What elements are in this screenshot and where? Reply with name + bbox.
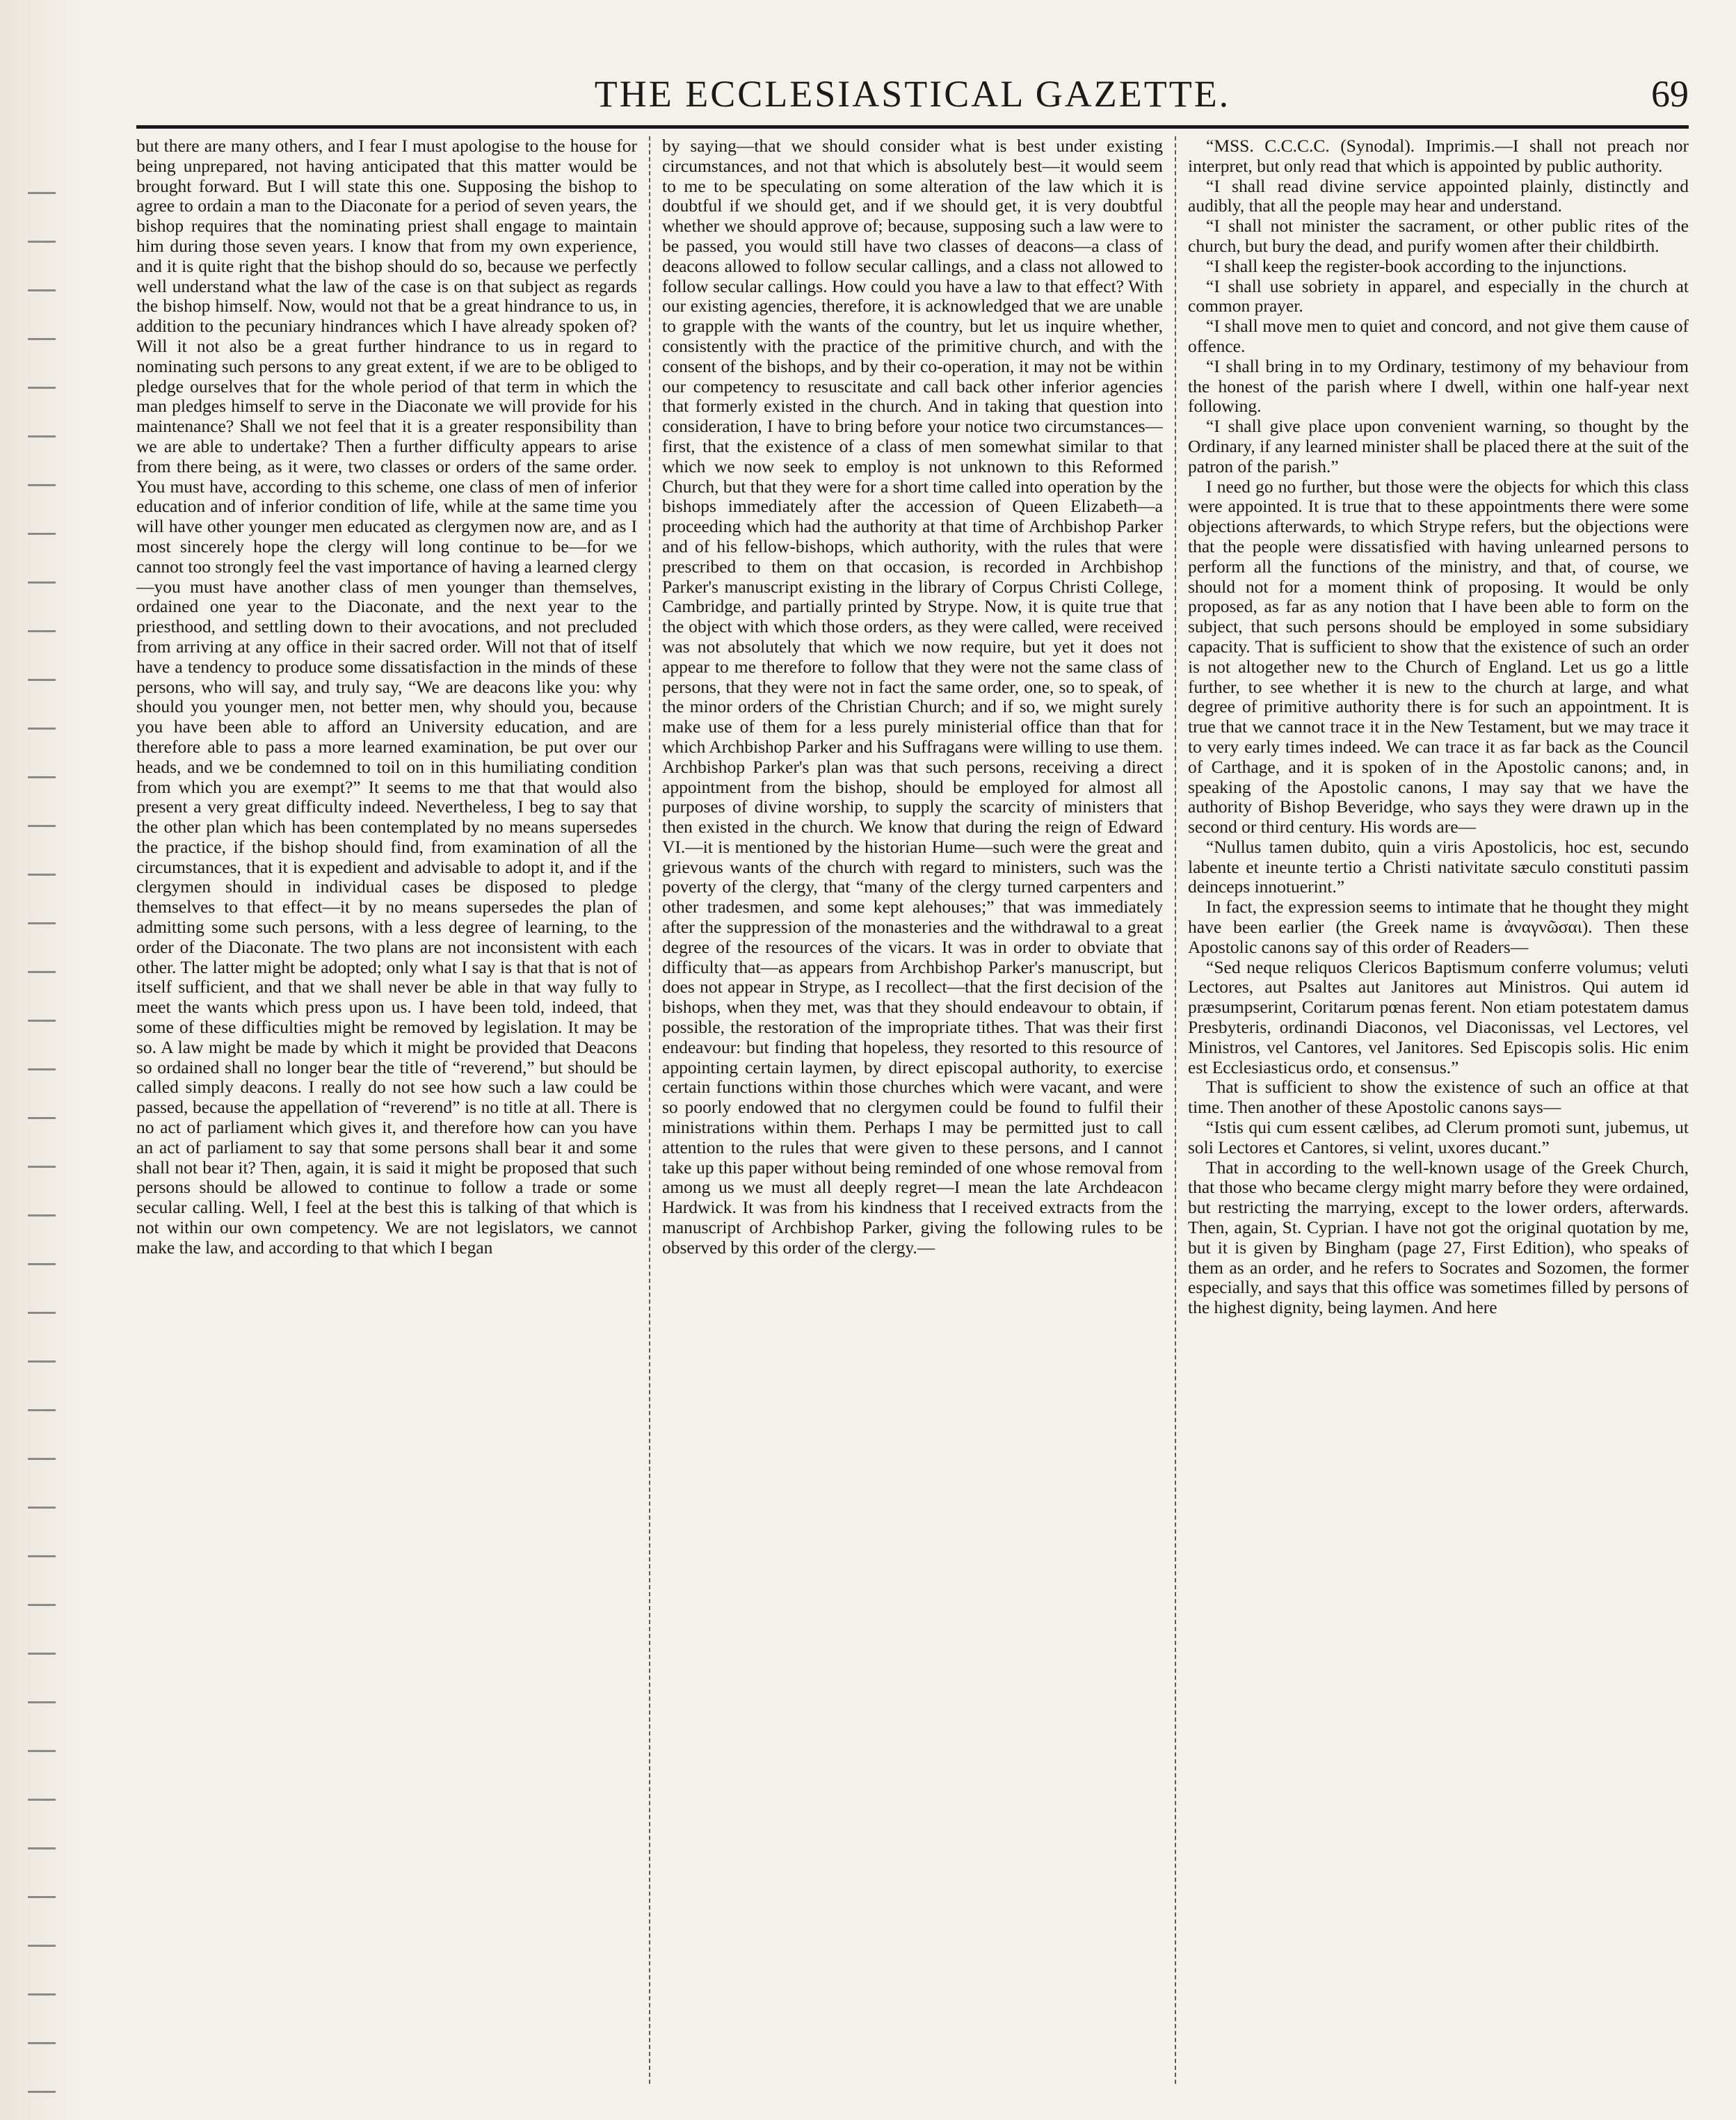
article-paragraph: “I shall bring in to my Ordinary, testimony of my behaviour from the honest of the parish where I dwell, within one half-year next following. [1188,355,1689,417]
article-paragraph: “I shall not minister the sacrament, or other public rites of the church, but bury the dead, and purify women after their childbirth. [1188,216,1689,256]
column-3 [1188,136,1689,2084]
article-paragraph: by saying—that we should consider what is best under existing circumstances, and not that which is absolutely best—it would seem to me to be speculating on some alteration of the law which it is doubtful if we should get, and if we should get, it is very doubtful whether we should approve of; because, supposing such a law were to be passed, you would still have two classes of deacons—a class of deacons allowed to follow secular callings, and a class not allowed to follow secular callings. How could you have a law to that effect? With our existing agencies, therefore, it is acknowledged that we are unable to grapple with the wants of the country, but let us inquire whether, consistently with the practice of the primitive church, and with the consent of the bishops, and by their co-operation, it may not be within our competency to resuscitate and call back other inferior agencies that formerly existed in the church. And in taking that question into consideration, I have to bring before your notice two circumstances—first, that the existence of a class of men somewhat similar to that which we now seek to employ is not unknown to this Reformed Church, but that they were for a short time called into operation by the bishops immediately after the accession of Queen Elizabeth—a proceeding which had the authority at that time of Archbishop Parker and of his fellow-bishops, which authority, with the rules that were prescribed to them on that occasion, is recorded in Archbishop Parker's manuscript existing in the library of Corpus Christi College, Cambridge, and partially printed by Strype. Now, it is quite true that the object with which those orders, as they were called, were received was not absolutely that which we now require, but yet it does not appear to me therefore to follow that they were not the same class of persons, that they were not in fact the same order, one, so to speak, of the minor orders of the Christian Church; and if so, we might surely make use of them for a less purely ministerial office than that for which Archbishop Parker and his Suffragans were willing to use them. Archbishop Parker's plan was that such persons, receiving a direct appointment from the bishop, should be employed for almost all purposes of divine worship, to supply the scarcity of ministers that then existed in the church. We know that during the reign of Edward VI.—it is mentioned by the historian Hume—such were the great and grievous wants of the church with regard to ministers, such was the poverty of the clergy, that “many of the clergy turned carpenters and other tradesmen, and some kept alehouses;” that was immediately after the suppression of the monasteries and the withdrawal to a great degree of the resources of the vicars. It was in order to obviate that difficulty that—as appears from Archbishop Parker's manuscript, but does not appear in Strype, as I recollect—that the first decision of the bishops, when they met, was that they should endeavour to obtain, if possible, the restoration of the impropriate tithes. That was their first endeavour: but finding that hopeless, they resorted to this resource of appointing certain laymen, by direct episcopal authority, to exercise certain functions within those churches which were vacant, and were so poorly endowed that no clergymen could be found to fulfil their ministrations within them. Perhaps I may be permitted just to call attention to the rules that were given to these persons, and I cannot take up this paper without being reminded of one whose removal from among us we must all deeply regret—I mean the late Archdeacon Hardwick. It was from his kindness that I received extracts from the manuscript of Archbishop Parker, giving the following rules to be observed by this order of the clergy.— [662,136,1163,1258]
article-paragraph: “MSS. C.C.C.C. (Synodal). Imprimis.—I shall not preach nor interpret, but only read that which is appointed by public authority. [1188,136,1689,176]
page-header [136,70,1689,125]
article-paragraph: “I shall read divine service appointed plainly, distinctly and audibly, that all the people may hear and understand. [1188,175,1689,216]
header-rule [136,125,1689,129]
article-paragraph: “I shall give place upon convenient warning, so thought by the Ordinary, if any learned minister shall be placed there at the suit of the patron of the parish.” [1188,416,1689,476]
article-paragraph: In fact, the expression seems to intimate that he thought they might have been earlier (the Greek name is ἀναγνῶσαι). Then these Apostolic canons say of this order of Readers— [1188,897,1689,957]
column-2 [662,136,1163,2084]
page-number: 69 [1651,73,1689,115]
article-paragraph: That in according to the well-known usage of the Greek Church, that those who became clergy might marry before they were ordained, but restricting the marrying, except to the lower orders, afterwards. Then, again, St. Cyprian. I have not got the original quotation by me, but it is given by Bingham (page 27, First Edition), who speaks of them as an order, and he refers to Socrates and Sozomen, the former especially, and says that this office was sometimes filled by persons of the highest dignity, being laymen. And here [1188,1157,1689,1318]
article-paragraph: That is sufficient to show the existence of such an office at that time. Then another of these Apostolic canons says— [1188,1077,1689,1118]
masthead-title: THE ECCLESIASTICAL GAZETTE. [594,73,1231,115]
article-paragraph: “I shall use sobriety in apparel, and especially in the church at common prayer. [1188,275,1689,316]
column-1 [136,136,637,2084]
article-paragraph: “Istis qui cum essent cælibes, ad Clerum promoti sunt, jubemus, ut soli Lectores et Cantores, si velint, uxores ducant.” [1188,1117,1689,1157]
page-binding-edge [0,0,83,2120]
article-paragraph: “Nullus tamen dubito, quin a viris Apostolicis, hoc est, secundo labente et ineunte tertio a Christi nativitate sæculo constituti passim deinceps innotuerint.” [1188,836,1689,897]
article-paragraph: “Sed neque reliquos Clericos Baptismum conferre volumus; veluti Lectores, aut Psaltes aut Janitores aut Ministros. Qui autem id præsumpserint, Coritarum pœnas ferent. Non etiam potestatem damus Presbyteris, ordinandi Diaconos, vel Diaconissas, vel Lectores, vel Ministros, vel Cantores, vel Janitores. Sed Episcopis solis. Hic enim est Ecclesiasticus ordo, et consensus.” [1188,956,1689,1077]
column-divider-2 [1175,136,1176,2084]
column-divider-1 [649,136,650,2084]
article-paragraph: I need go no further, but those were the objects for which this class were appointed. It is true that to these appointments there were some objections afterwards, to which Strype refers, but the objections were that the people were dissatisfied with having unlearned persons to perform all the functions of the ministry, and that, of course, we should not for a moment think of proposing. It would be only proposed, as far as any notion that I have been able to form on the subject, that such persons should be employed in some subsidiary capacity. That is sufficient to show that the existence of such an order is not altogether new to the Church of England. Let us go a little further, to see whether it is new to the church at large, and what degree of primitive authority there is for such an appointment. It is true that we cannot trace it in the New Testament, but we may trace it to very early times indeed. We can trace it as far back as the Council of Carthage, and it is spoken of in the Apostolic canons; and, in speaking of the Apostolic canons, I may say that we have the authority of Bishop Beveridge, who says they were drawn up in the second or third century. His words are— [1188,476,1689,837]
article-paragraph: but there are many others, and I fear I must apologise to the house for being unprepared, not having anticipated that this matter would be brought forward. But I will state this one. Supposing the bishop to agree to ordain a man to the Diaconate for a period of seven years, the bishop requires that the nominating priest shall engage to maintain him during those seven years. I know that from my own experience, and it is quite right that the bishop should do so, because we perfectly well understand what the law of the case is on that subject as regards the bishop himself. Now, would not that be a great hindrance to us, in addition to the pecuniary hindrances which I have already spoken of? Will it not also be a great further hindrance to us in regard to nominating such persons to any great extent, if we are to be obliged to pledge ourselves that for the whole period of that term in which the man pledges himself to serve in the Diaconate we will provide for his maintenance? Shall we not feel that it is a greater responsibility than we are able to undertake? Then a further difficulty appears to arise from there being, as it were, two classes or orders of the same order. You must have, according to this scheme, one class of men of inferior education and of inferior condition of life, while at the same time you will have other younger men educated as clergymen now are, and as I most sincerely hope the clergy will long continue to be—for we cannot too strongly feel the vast importance of having a learned clergy—you must have another class of men younger than themselves, ordained one year to the Diaconate, and the next year to the priesthood, and settling down to their avocations, and not precluded from arriving at any office in their sacred order. Will not that of itself have a tendency to produce some dissatisfaction in the minds of these persons, who will say, and truly say, “We are deacons like you: why should you younger men, not better men, why should you, because you have been able to afford an University education, and are therefore able to pass a more learned examination, be put over our heads, and we be condemned to toil on in this humiliating condition from which you are exempt?” It seems to me that that would also present a very great difficulty indeed. Nevertheless, I beg to say that the other plan which has been contemplated by no means supersedes the practice, if the bishop should find, from examination of all the circumstances, that it is expedient and advisable to adopt it, and if the clergymen should in individual cases be disposed to pledge themselves to that effect—it by no means supersedes the plan of admitting some such persons, with a less degree of learning, to the order of the Diaconate. The two plans are not inconsistent with each other. The latter might be adopted; only what I say is that that is not of itself sufficient, and that we shall never be able in that way fully to meet the wants which press upon us. I have been told, indeed, that some of these difficulties might be removed by legislation. It may be so. A law might be made by which it might be provided that Deacons so ordained shall no longer bear the title of “reverend,” but should be called simply deacons. I really do not see how such a law could be passed, because the appellation of “reverend” is no title at all. There is no act of parliament which gives it, and therefore how can you have an act of parliament to say that some persons shall bear it and some shall not bear it? Then, again, it is said it might be proposed that such persons should be allowed to continue to follow a trade or some secular calling. Well, I feel at the best this is talking of that which is not within our own competency. We are not legislators, we cannot make the law, and according to that which I began [136,136,637,1258]
article-paragraph: “I shall keep the register-book according to the injunctions. [1206,255,1627,276]
article-paragraph: “I shall move men to quiet and concord, and not give them cause of offence. [1188,316,1689,356]
binding-stitch-marks [28,167,56,2101]
text-columns [136,136,1689,2084]
